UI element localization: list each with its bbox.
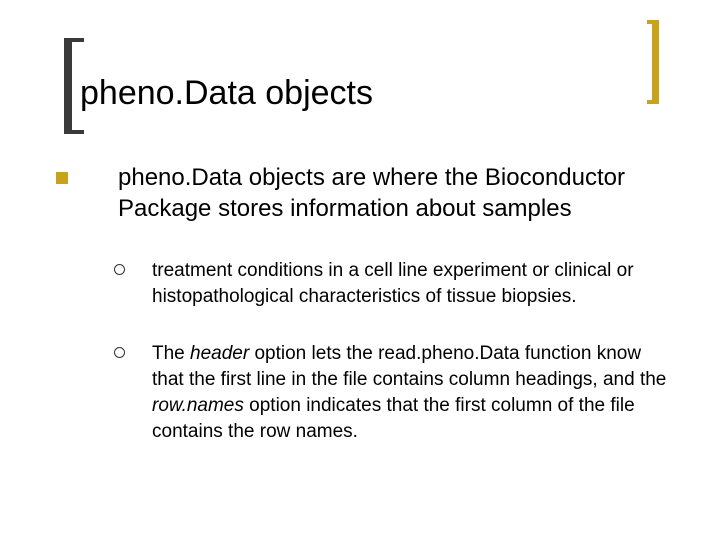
header-term: header xyxy=(190,343,250,364)
sub-bullet-2-text: The header option lets the read.pheno.Data function know that the first line in the file contains column headings, and the row.names option indicates that the first column of the file contains the row names. xyxy=(152,343,667,442)
square-bullet-icon xyxy=(56,172,68,184)
slide-title: pheno.Data objects xyxy=(80,74,373,112)
sub-bullet-1-text: treatment conditions in a cell line experiment or clinical or histopathological characteristics of tissue biopsies. xyxy=(152,260,634,307)
circle-bullet-icon xyxy=(114,347,125,358)
row-names-term: row.names xyxy=(152,395,244,416)
circle-bullet-icon xyxy=(114,264,125,275)
main-bullet-text: pheno.Data objects are where the Bioconductor Package stores information about samples xyxy=(118,164,625,222)
